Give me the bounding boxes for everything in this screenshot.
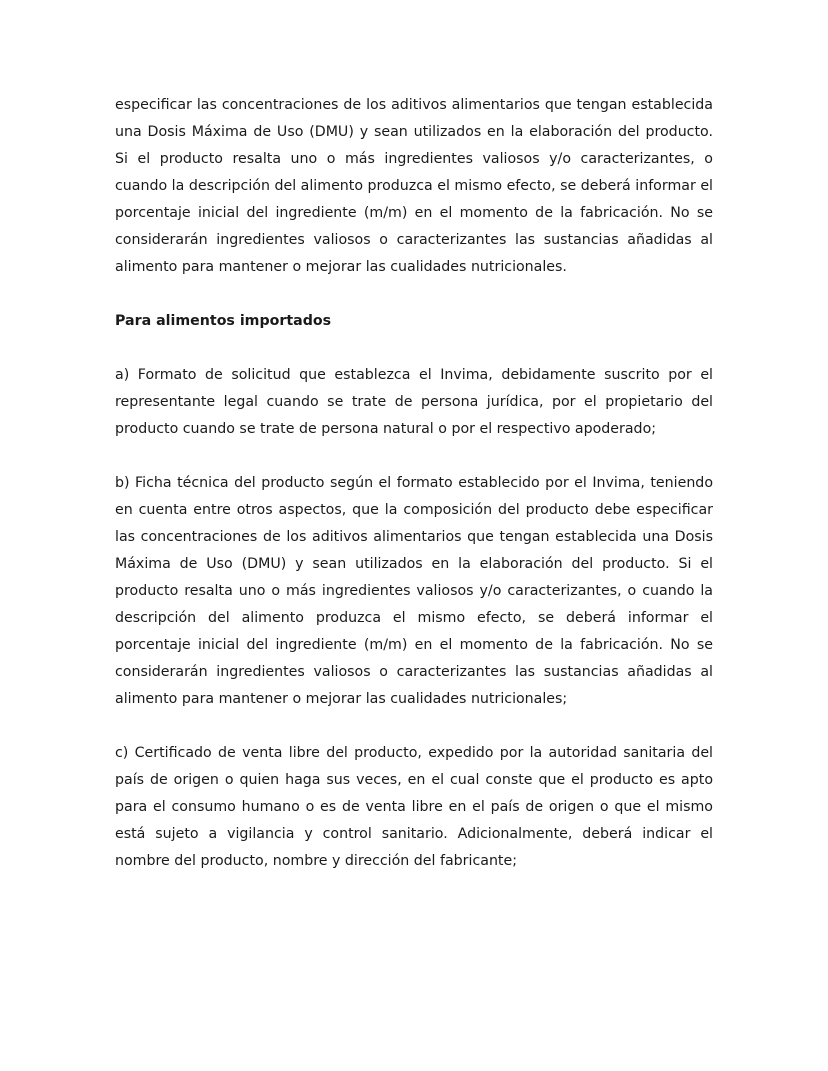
paragraph-continuation: especificar las concentraciones de los aditivos alimentarios que tengan establecida una Dosis Máxima de Uso (DMU) y sean utilizados en la elaboración del producto. Si el producto resalta uno o más ingredientes valiosos y/o caracterizantes, o cuando la descripción del alimento produzca el mismo efecto, se deberá informar el porcentaje inicial del ingrediente (m/m) en el momento de la fabricación. No se considerarán ingredientes valiosos o caracterizantes las sustancias añadidas al alimento para mantener o mejorar las cualidades nutricionales.	[115, 97, 713, 275]
list-item-c: c) Certificado de venta libre del producto, expedido por la autoridad sanitaria del país de origen o quien haga sus veces, en el cual conste que el producto es apto para el consumo humano o es de venta libre en el país de origen o que el mismo está sujeto a vigilancia y control sanitario. Adicionalmente, deberá indicar el nombre del producto, nombre y dirección del fabricante;	[115, 745, 713, 869]
list-item-b: b) Ficha técnica del producto según el formato establecido por el Invima, teniendo en cuenta entre otros aspectos, que la composición del producto debe especificar las concentraciones de los aditivos alimentarios que tengan establecida una Dosis Máxima de Uso (DMU) y sean utilizados en la elaboración del producto. Si el producto resalta uno o más ingredientes valiosos y/o caracterizantes, o cuando la descripción del alimento produzca el mismo efecto, se deberá informar el porcentaje inicial del ingrediente (m/m) en el momento de la fabricación. No se considerarán ingredientes valiosos o caracterizantes las sustancias añadidas al alimento para mantener o mejorar las cualidades nutricionales;	[115, 475, 713, 707]
document-body	[115, 92, 713, 875]
list-item-a: a) Formato de solicitud que establezca el Invima, debidamente suscrito por el representante legal cuando se trate de persona jurídica, por el propietario del producto cuando se trate de persona natural o por el respectivo apoderado;	[115, 367, 713, 437]
section-heading: Para alimentos importados	[115, 313, 332, 329]
